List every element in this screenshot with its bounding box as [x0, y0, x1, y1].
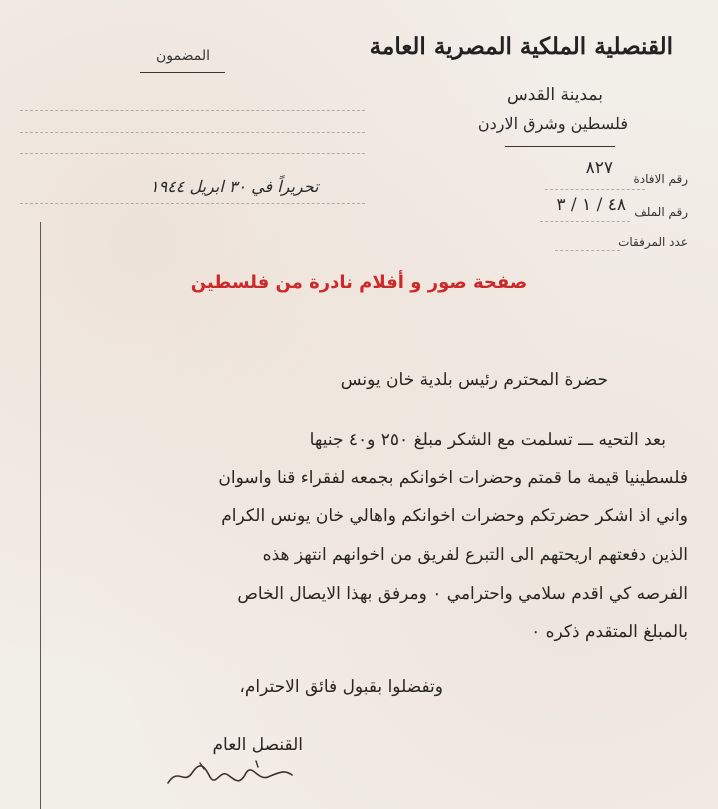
subject-label: المضمون [156, 48, 210, 64]
subject-rule [20, 110, 365, 111]
letterhead-region: فلسطين وشرق الاردن [477, 114, 628, 133]
signature [160, 755, 300, 795]
file-number-rule [540, 221, 630, 222]
letter-date: تحريراً في ٣٠ ابريل ١٩٤٤ [150, 177, 319, 196]
signatory-title: القنصل العام [212, 735, 303, 755]
body-line: فلسطينيا قيمة ما قمتم وحضرات اخوانكم بجمعه لفقراء قنا واسوان [218, 468, 688, 488]
body-line: الفرصه كي اقدم سلامي واحترامي ٠ ومرفق بهذا الايصال الخاص [237, 584, 688, 604]
salutation: حضرة المحترم رئيس بلدية خان يونس [340, 370, 608, 390]
body-line: الذين دفعتهم اريحتهم الى التبرع لفريق من اخوانهم انتهز هذه [262, 545, 688, 565]
body-line: بعد التحيه ـــ تسلمت مع الشكر مبلغ ٢٥٠ و٤٠ جنيها [309, 430, 666, 450]
letterhead-city: بمدينة القدس [506, 85, 603, 105]
attachments-rule [555, 250, 620, 251]
margin-line [40, 222, 41, 809]
body-line: واني اذ اشكر حضرتكم وحضرات اخوانكم واهالي خان يونس الكرام [221, 506, 688, 526]
file-number-value: ٤٨ / ١ / ٣ [556, 195, 626, 215]
letterhead-divider [505, 146, 615, 147]
date-rule [20, 203, 365, 204]
attachments-label: عدد المرفقات [618, 235, 688, 249]
subject-rule [20, 153, 365, 154]
body-line: بالمبلغ المتقدم ذكره ٠ [531, 622, 688, 642]
file-number-label: رقم الملف [634, 205, 688, 219]
closing-phrase: وتفضلوا بقبول فائق الاحترام، [239, 677, 443, 697]
dispatch-number-value: ٨٢٧ [585, 158, 613, 178]
dispatch-number-rule [545, 189, 645, 190]
subject-underline [140, 72, 225, 73]
letterhead-title: القنصلية الملكية المصرية العامة [369, 33, 673, 60]
dispatch-number-label: رقم الافادة [633, 172, 688, 186]
subject-rule [20, 132, 365, 133]
watermark-caption: صفحة صور و أفلام نادرة من فلسطين [190, 272, 528, 293]
